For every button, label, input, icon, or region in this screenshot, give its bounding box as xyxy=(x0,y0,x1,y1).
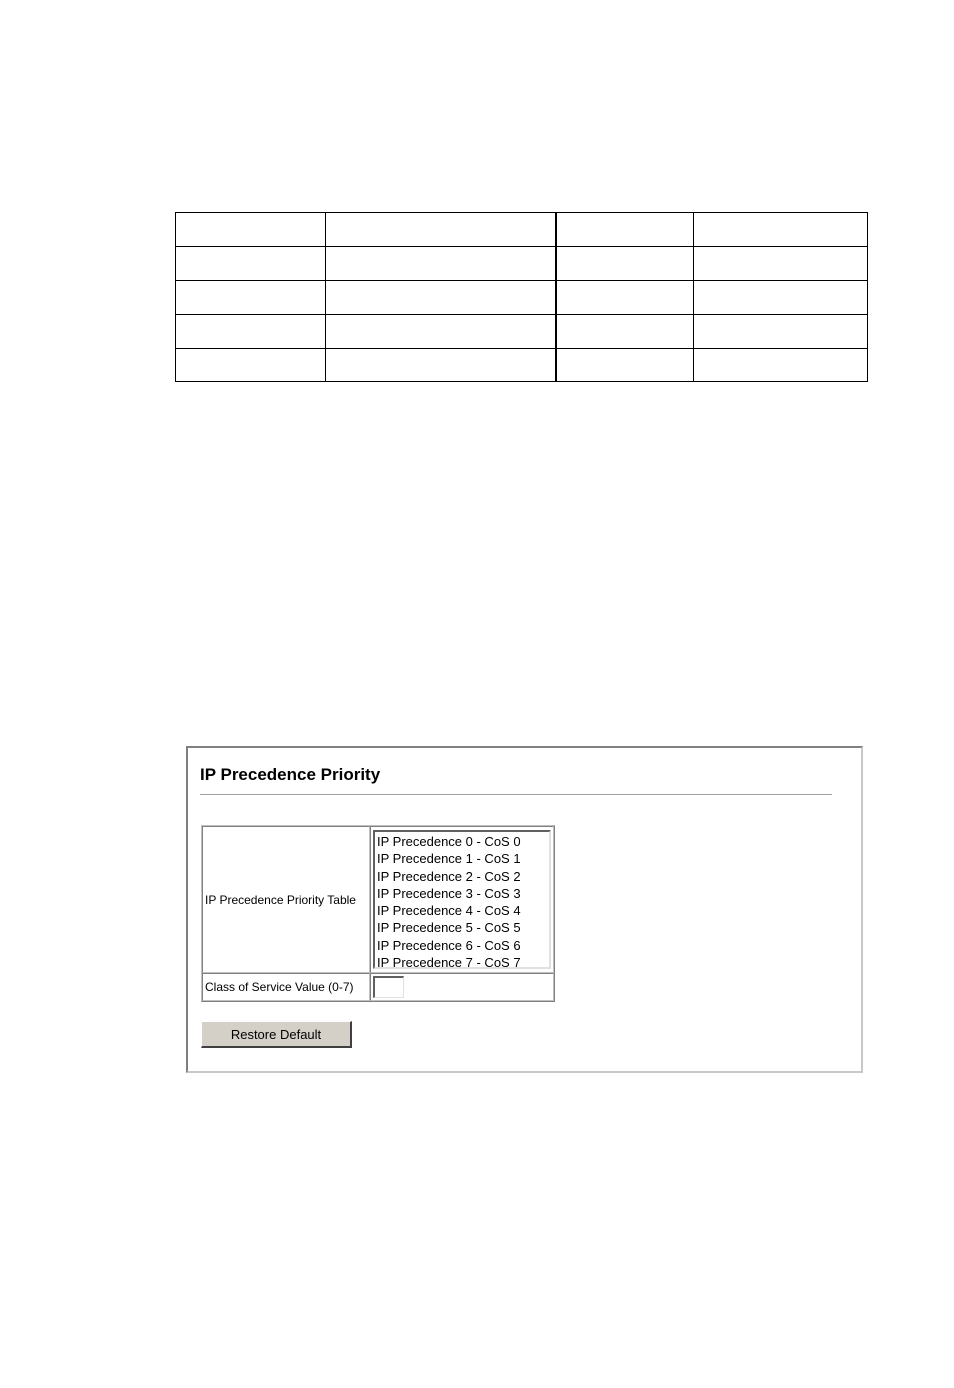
priority-option[interactable]: IP Precedence 4 - CoS 4 xyxy=(377,903,521,919)
mapping-grid xyxy=(175,212,868,382)
cos-value-label: Class of Service Value (0-7) xyxy=(202,973,370,1001)
cos-value-cell xyxy=(370,973,554,1001)
priority-option[interactable]: IP Precedence 2 - CoS 2 xyxy=(377,868,521,884)
grid-row-divider xyxy=(176,348,867,349)
grid-row-divider xyxy=(176,314,867,315)
title-divider xyxy=(200,794,832,796)
priority-listbox[interactable] xyxy=(373,830,551,969)
priority-table-cell xyxy=(370,826,554,973)
priority-option[interactable]: IP Precedence 6 - CoS 6 xyxy=(377,937,521,953)
grid-row-divider xyxy=(176,246,867,247)
priority-option[interactable]: IP Precedence 0 - CoS 0 xyxy=(377,834,521,849)
settings-table xyxy=(201,825,555,1002)
grid-col-divider xyxy=(325,213,326,381)
priority-table-row xyxy=(202,826,554,973)
cos-value-row xyxy=(202,973,554,1001)
priority-option[interactable]: IP Precedence 3 - CoS 3 xyxy=(377,885,521,901)
priority-option[interactable]: IP Precedence 5 - CoS 5 xyxy=(377,920,521,936)
priority-option[interactable]: IP Precedence 1 - CoS 1 xyxy=(377,851,521,867)
page-title: IP Precedence Priority xyxy=(200,765,381,784)
ip-precedence-panel xyxy=(186,746,863,1073)
grid-col-divider xyxy=(693,213,694,381)
grid-col-divider xyxy=(555,213,557,381)
restore-default-button[interactable]: Restore Default xyxy=(201,1021,352,1048)
priority-option[interactable]: IP Precedence 7 - CoS 7 xyxy=(377,955,521,969)
cos-value-input[interactable] xyxy=(373,976,404,998)
priority-table-label: IP Precedence Priority Table xyxy=(202,826,370,973)
grid-row-divider xyxy=(176,280,867,281)
